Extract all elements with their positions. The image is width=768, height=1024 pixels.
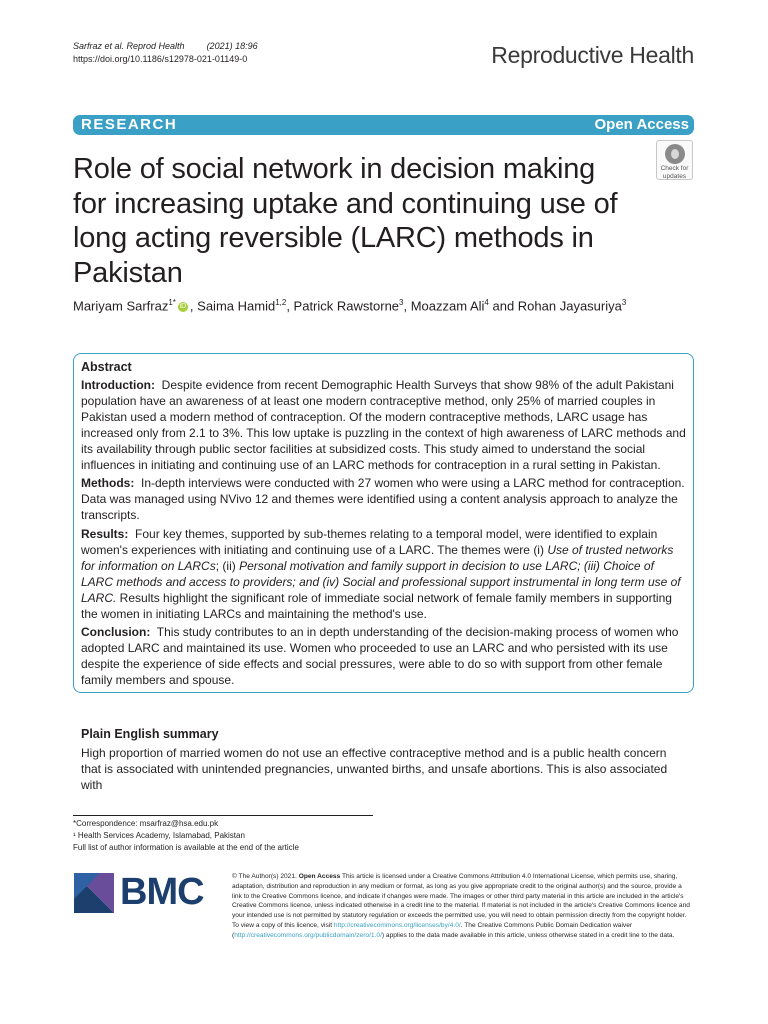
bmc-wordmark: BMC bbox=[120, 871, 204, 913]
author-name[interactable]: Patrick Rawstorne bbox=[293, 298, 400, 314]
check-updates-icon bbox=[665, 144, 685, 164]
abstract-methods bbox=[81, 475, 686, 523]
abstract-introduction bbox=[81, 377, 686, 473]
author-affiliation: 1* bbox=[168, 298, 176, 307]
author-list: Mariyam Sarfraz$^{1*}$ iD , Saima Hamid$^{1,2}$, Patrick Rawstorne$^3$, Moazzam Ali$^4$ and Rohan Jayasuriya$^3$ bbox=[73, 298, 627, 314]
article-type-label: RESEARCH bbox=[81, 116, 178, 133]
author-affiliation: 3 bbox=[621, 298, 627, 307]
bmc-logo bbox=[74, 873, 214, 913]
results-heading: Results: bbox=[81, 527, 129, 541]
methods-text: In-depth interviews were conducted with 27 women who were using a LARC method for contraception. Data was managed using NVivo 12 and themes were identified using a content analysis approach to analyze the transcripts. bbox=[81, 476, 685, 522]
check-for-updates-badge[interactable] bbox=[656, 140, 693, 180]
license-text: © The Author(s) 2021. Open Access This article is licensed under a Creative Commons Attribution 4.0 International License, which permits use, sharing, adaptation, distribution and reproduction in any medium or format, as long as you give appropriate credit to the original author(s) and the source, provide a link to the Creative Commons licence, and indicate if changes were made. The images or other third party material in this article are included in the article's Creative Commons licence, unless indicated otherwise in a credit line to the material. If material is not included in the article's Creative Commons licence and your intended use is not permitted by statutory regulation or exceeds the permitted use, you will need to obtain permission directly from the copyright holder. To view a copy of this licence, visit http://creativecommons.org/licenses/by/4.0/. The Creative Commons Public Domain Dedication waiver (http://creativecommons.org/publicdomain/zero/1.0/) applies to the data made available in this article, unless otherwise stated in a credit line to the data. bbox=[232, 873, 690, 939]
author-info-note: Full list of author information is available at the end of the article bbox=[73, 843, 299, 852]
abstract-results: Results: Four key themes, supported by sub-themes relating to a temporal model, were identified to explain women's experiences with initiating and continuing use of a LARC. The themes were (i) Use of trusted networks for information on LARCs; (ii) Personal motivation and family support in decision to use LARC; (iii) Choice of LARC methods and access to providers; and (iv) Social and professional support instrumental in long term use of LARC. Results highlight the significant role of immediate social network of female family members in supporting the women in initiating LARCs and maintaining the method's use. bbox=[81, 527, 681, 621]
methods-heading: Methods: bbox=[81, 476, 135, 490]
bmc-logo-icon bbox=[74, 873, 114, 913]
author-name[interactable]: Rohan Jayasuriya bbox=[517, 298, 622, 314]
author-affiliation: 1,2 bbox=[275, 298, 287, 307]
check-updates-text-1: Check for bbox=[660, 165, 689, 172]
conclusion-text: This study contributes to an in depth understanding of the decision-making process of women who adopted LARC and maintained its use. Women who proceeded to use an LARC and who persisted with its use despite the experience of side effects and social pressures, were able to do so with support from other female family members and spouse. bbox=[81, 625, 679, 687]
license-link[interactable]: http://creativecommons.org/licenses/by/4.0/ bbox=[333, 921, 461, 929]
affiliation-note: ¹ Health Services Academy, Islamabad, Pakistan bbox=[73, 831, 245, 840]
article-title: Role of social network in decision making for increasing uptake and continuing use of long acting reversible (LARC) methods in Pakistan bbox=[73, 153, 618, 289]
introduction-heading: Introduction: bbox=[81, 378, 155, 392]
author-affiliation: 3 bbox=[399, 298, 404, 307]
open-access-label: Open Access bbox=[594, 116, 689, 133]
author-name[interactable]: Moazzam Ali bbox=[410, 298, 485, 314]
footnotes bbox=[73, 818, 299, 854]
public-domain-link[interactable]: http://creativecommons.org/publicdomain/zero/1.0/ bbox=[234, 931, 382, 939]
plain-english-text: High proportion of married women do not use an effective contraceptive method and is a public health concern that is associated with unintended pregnancies, unwanted births, and unsafe abortions. This is also associated with bbox=[81, 746, 668, 792]
orcid-icon[interactable]: iD bbox=[179, 302, 187, 310]
article-type-band bbox=[73, 115, 694, 135]
citation-text: Sarfraz et al. Reprod Health bbox=[73, 41, 185, 51]
plain-english-heading: Plain English summary bbox=[81, 727, 219, 741]
footnote-divider bbox=[73, 815, 373, 816]
doi-link[interactable]: https://doi.org/10.1186/s12978-021-01149-0 bbox=[73, 54, 248, 64]
author-name[interactable]: Mariyam Sarfraz bbox=[73, 298, 169, 314]
journal-name: Reproductive Health bbox=[491, 42, 694, 68]
introduction-text: Despite evidence from recent Demographic Health Surveys that show 98% of the adult Pakistani population have an awareness of at least one modern contraceptive method, only 25% of married couples in Pakistan used a modern method of contraception. Of the modern contraceptive methods, LARC usage has increased only from 2.1 to 3%. This low uptake is puzzling in the context of high awareness of LARC methods and its availability through public sector facilities at subsidized costs. This study aimed to understand the social influences in initiating and continuing use of an LARC methods for contraception in a rural setting in Pakistan. bbox=[81, 378, 686, 472]
citation-year: (2021) 18:96 bbox=[206, 41, 258, 51]
check-updates-text-2: updates bbox=[662, 173, 687, 180]
conclusion-heading: Conclusion: bbox=[81, 625, 151, 639]
correspondence-note: *Correspondence: msarfraz@hsa.edu.pk bbox=[73, 819, 219, 828]
author-affiliation: 4 bbox=[484, 298, 489, 307]
author-name[interactable]: Saima Hamid bbox=[197, 298, 276, 314]
abstract-heading: Abstract bbox=[81, 360, 132, 374]
open-access-bold: Open Access bbox=[298, 873, 341, 880]
abstract-conclusion bbox=[81, 624, 686, 688]
article-citation-header bbox=[73, 40, 258, 66]
